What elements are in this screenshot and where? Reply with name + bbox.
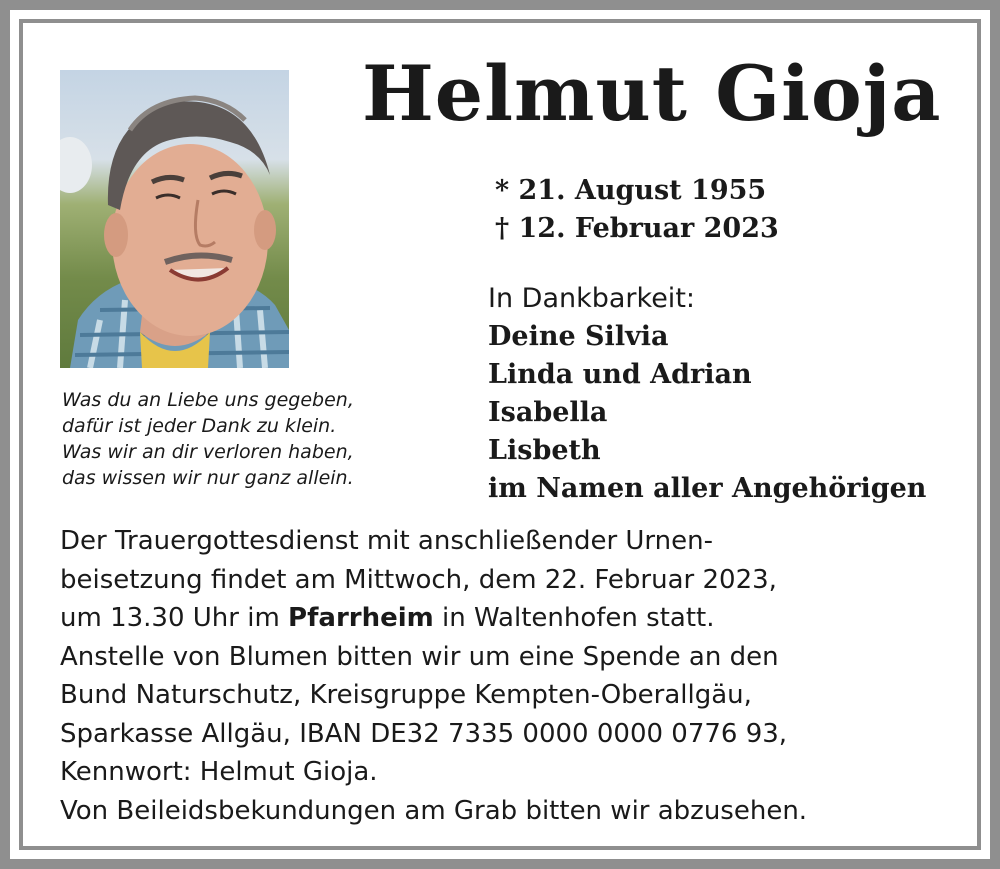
service-line: Bund Naturschutz, Kreisgruppe Kempten-Oberallgäu, (60, 680, 752, 710)
obituary-card (10, 10, 990, 859)
service-line: Sparkasse Allgäu, IBAN DE32 7335 0000 0000 0776 93, (60, 718, 788, 749)
death-date: † 12. Februar 2023 (495, 213, 779, 244)
poem-line: das wissen wir nur ganz allein. (62, 467, 354, 489)
service-line (60, 599, 807, 638)
birth-date: * 21. August 1955 (495, 175, 767, 206)
service-announcement (60, 522, 807, 830)
poem-line: Was wir an dir verloren haben, (62, 441, 354, 463)
venue-name: Pfarrheim (288, 603, 434, 633)
service-line: beisetzung findet am Mittwoch, dem 22. Februar 2023, (60, 564, 777, 595)
poem-line: Was du an Liebe uns gegeben, (62, 389, 354, 411)
memorial-poem (62, 387, 354, 491)
signatory-name: Isabella (488, 397, 608, 428)
service-line: Anstelle von Blumen bitten wir um eine Spende an den (60, 641, 779, 672)
signatories-block (488, 280, 926, 508)
signatory-name: im Namen aller Angehörigen (488, 473, 927, 504)
poem-line: dafür ist jeder Dank zu klein. (62, 415, 337, 437)
signatory-name: Deine Silvia (488, 321, 669, 352)
service-line: Kennwort: Helmut Gioja. (60, 757, 378, 787)
service-text: in Waltenhofen statt. (433, 603, 715, 633)
service-text: um 13.30 Uhr im (60, 603, 289, 633)
deceased-name: Helmut Gioja (362, 49, 942, 138)
portrait-photo (60, 70, 289, 368)
service-line: Von Beileidsbekundungen am Grab bitten wir abzusehen. (60, 795, 808, 826)
signatory-name: Linda und Adrian (488, 359, 752, 390)
signatories-lead: In Dankbarkeit: (488, 283, 695, 314)
dates-block (495, 172, 779, 248)
signatory-name: Lisbeth (488, 435, 601, 466)
service-line: Der Trauergottesdienst mit anschließender Urnen- (60, 526, 713, 556)
